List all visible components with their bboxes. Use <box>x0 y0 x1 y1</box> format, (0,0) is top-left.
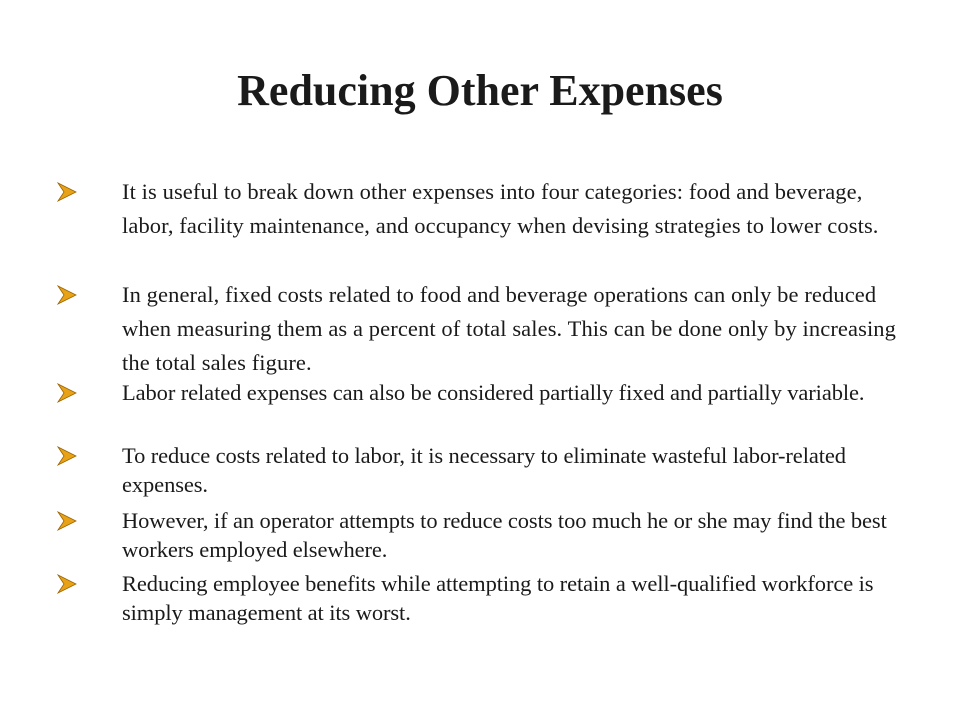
arrowhead-bullet-icon <box>56 445 82 469</box>
arrowhead-bullet-icon <box>56 573 82 597</box>
bullet-text: To reduce costs related to labor, it is necessary to eliminate wasteful labor-related expenses. <box>122 443 846 497</box>
arrowhead-bullet-icon <box>56 382 82 406</box>
bullet-text: It is useful to break down other expenses into four categories: food and beverage, labor, facility maintenance, and occupancy when devising strategies to lower costs. <box>122 179 879 238</box>
arrowhead-bullet-icon <box>56 181 82 205</box>
arrowhead-bullet-icon <box>56 510 82 534</box>
bullet-text: Reducing employee benefits while attempting to retain a well-qualified workforce is simply management at its worst. <box>122 571 874 625</box>
slide-title: Reducing Other Expenses <box>237 66 723 115</box>
bullet-text: In general, fixed costs related to food and beverage operations can only be reduced when measuring them as a percent of total sales. This can be done only by increasing the total sales figure. <box>122 282 897 375</box>
bullet-text: However, if an operator attempts to reduce costs too much he or she may find the best workers employed elsewhere. <box>122 508 887 562</box>
arrowhead-bullet-icon <box>56 284 82 308</box>
bullet-text: Labor related expenses can also be considered partially fixed and partially variable. <box>122 380 865 405</box>
